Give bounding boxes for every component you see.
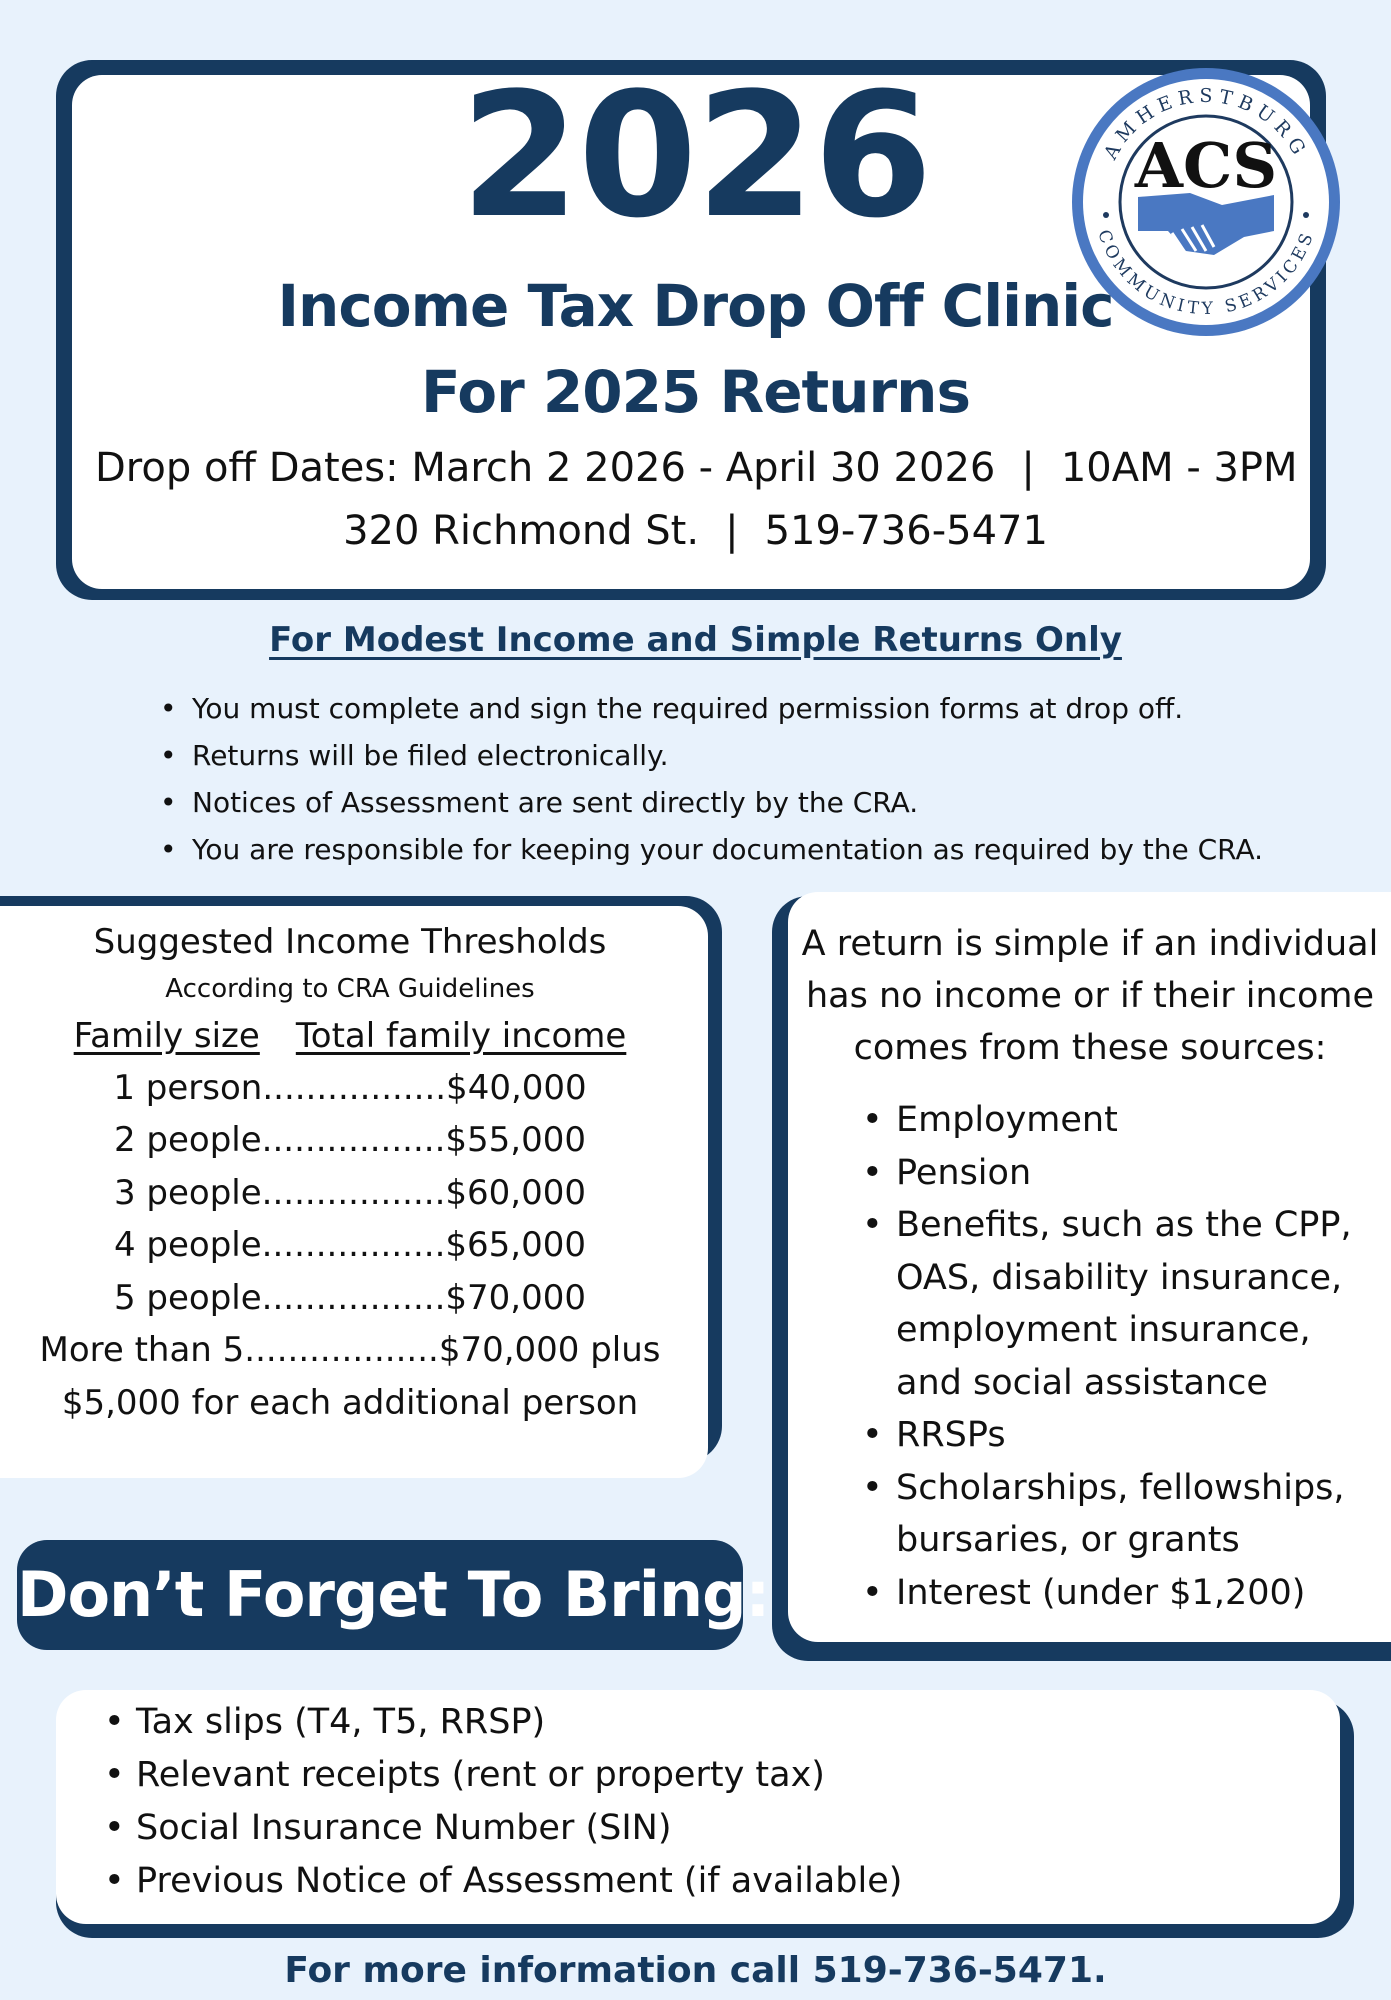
family-size-header: Family size <box>73 1016 260 1056</box>
clinic-title: Income Tax Drop Off Clinic <box>277 272 1114 340</box>
eligibility-list <box>160 685 1263 873</box>
list-item: • Relevant receipts (rent or property tax) <box>104 1749 902 1802</box>
list-item: • Scholarships, fellowships, bursaries, or grants <box>862 1462 1362 1567</box>
list-item: • Notices of Assessment are sent directly by the CRA. <box>160 779 1263 826</box>
separator: | <box>1021 445 1035 491</box>
list-item: • Interest (under $1,200) <box>862 1567 1362 1620</box>
list-item: • Returns will be filed electronically. <box>160 732 1263 779</box>
eligibility-heading: For Modest Income and Simple Returns Only <box>269 620 1122 660</box>
thresholds-subtitle: According to CRA Guidelines <box>165 974 535 1004</box>
list-item: • Pension <box>862 1147 1362 1200</box>
address: 320 Richmond St. <box>343 508 700 554</box>
simple-returns-intro: A return is simple if an individual has no income or if their income comes from these sources: <box>801 924 1379 1068</box>
list-item: • Tax slips (T4, T5, RRSP) <box>104 1696 902 1749</box>
threshold-row: 3 people.................$60,000 <box>113 1173 586 1213</box>
clinic-subtitle: For 2025 Returns <box>421 358 970 426</box>
list-item: • Employment <box>862 1094 1362 1147</box>
threshold-row: $5,000 for each additional person <box>61 1383 639 1423</box>
logo-abbreviation: ACS <box>1134 129 1278 202</box>
list-item: • Previous Notice of Assessment (if available) <box>104 1855 902 1908</box>
list-item: • RRSPs <box>862 1409 1362 1462</box>
thresholds-title: Suggested Income Thresholds <box>93 922 607 962</box>
phone: 519-736-5471 <box>764 508 1048 554</box>
bring-heading: Don’t Forget To Bring: <box>17 1558 770 1631</box>
logo-dot <box>1103 212 1109 218</box>
list-item: • You are responsible for keeping your documentation as required by the CRA. <box>160 826 1263 873</box>
dates-line <box>95 445 1298 491</box>
threshold-row: 5 people.................$70,000 <box>113 1278 586 1318</box>
hours: 10AM - 3PM <box>1060 445 1298 491</box>
list-item: • You must complete and sign the required permission forms at drop off. <box>160 685 1263 732</box>
bring-list <box>104 1696 902 1908</box>
acs-logo <box>1064 55 1348 349</box>
list-item: • Social Insurance Number (SIN) <box>104 1802 902 1855</box>
threshold-row: 1 person.................$40,000 <box>113 1068 587 1108</box>
address-line <box>0 508 1391 554</box>
total-income-header: Total family income <box>295 1016 627 1056</box>
thresholds-column-headers <box>0 1016 700 1056</box>
list-item: • Benefits, such as the CPP, OAS, disability insurance, employment insurance, and social assistance <box>862 1199 1362 1409</box>
year-heading: 2026 <box>460 55 931 256</box>
footer-contact: For more information call 519-736-5471. <box>284 1950 1107 1991</box>
drop-off-dates: Drop off Dates: March 2 2026 - April 30 2026 <box>95 445 996 491</box>
logo-dot <box>1303 212 1309 218</box>
threshold-row: 2 people.................$55,000 <box>113 1120 586 1160</box>
income-sources-list <box>862 1094 1362 1619</box>
separator: | <box>725 508 739 554</box>
threshold-row: 4 people.................$65,000 <box>113 1225 586 1265</box>
logo-ring-text-bottom: COMMUNITY SERVICES <box>1093 227 1319 320</box>
logo-ring-text-top: AMHERSTBURG <box>1099 84 1313 164</box>
threshold-row: More than 5..................$70,000 plus <box>39 1330 661 1370</box>
